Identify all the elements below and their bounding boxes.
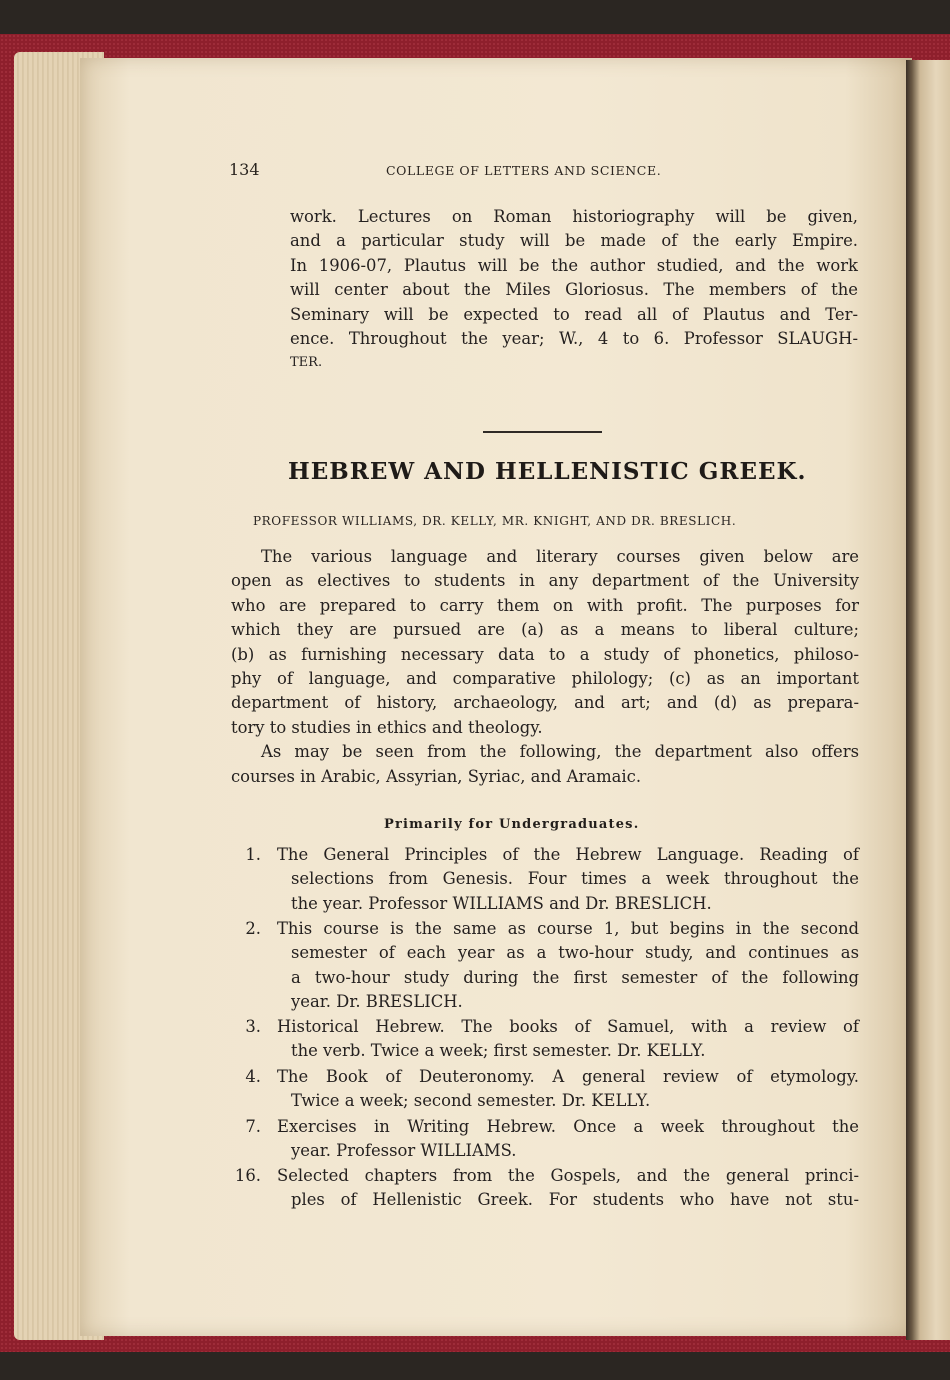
course-line: ples of Hellenistic Greek. For students who have not stu-	[291, 1190, 859, 1210]
offers-line: As may be seen from the following, the department also offers	[261, 742, 859, 762]
description-line: phy of language, and comparative philology; (c) as an important	[231, 669, 859, 689]
running-title: COLLEGE OF LETTERS AND SCIENCE.	[386, 163, 662, 178]
course-line: The Book of Deuteronomy. A general review of etymology.	[277, 1067, 859, 1086]
description-line: tory to studies in ethics and theology.	[231, 717, 543, 737]
intro-line: will center about the Miles Gloriosus. The members of the	[290, 280, 858, 300]
description-line: which they are pursued are (a) as a means to liberal culture;	[231, 620, 859, 640]
course-line: Exercises in Writing Hebrew. Once a week throughout the	[277, 1117, 859, 1136]
course-description	[277, 1164, 859, 1213]
intro-line: Seminary will be expected to read all of Plautus and Ter-	[290, 304, 858, 324]
intro-line: work. Lectures on Roman historiography will be given,	[290, 207, 858, 226]
intro-paragraph	[290, 205, 858, 376]
course-description	[277, 843, 859, 916]
course-number: 7.	[245, 1117, 261, 1136]
offers-line: courses in Arabic, Assyrian, Syriac, and Aramaic.	[231, 766, 642, 786]
course-line: a two-hour study during the first semester of the following	[291, 967, 859, 987]
course-line: semester of each year as a two-hour study, and continues as	[291, 943, 859, 963]
course-description	[277, 1015, 859, 1064]
description-line: department of history, archaeology, and art; and (d) as prepara-	[231, 693, 859, 713]
course-line: Twice a week; second semester. Dr. KELLY.	[291, 1091, 651, 1111]
course-number: 1.	[245, 845, 261, 864]
subheading-undergraduates: Primarily for Undergraduates.	[384, 817, 640, 832]
section-heading: HEBREW AND HELLENISTIC GREEK.	[288, 458, 807, 485]
course-number: 2.	[245, 919, 261, 938]
faculty-line: PROFESSOR WILLIAMS, DR. KELLY, MR. KNIGHT, AND DR. BRESLICH.	[253, 514, 737, 528]
course-line: Selected chapters from the Gospels, and the general princi-	[277, 1166, 859, 1185]
description-line: The various language and literary courses given below are	[261, 547, 859, 566]
course-number: 3.	[245, 1017, 261, 1036]
course-line: year. Professor WILLIAMS.	[291, 1141, 517, 1161]
description-line: open as electives to students in any department of the University	[231, 571, 859, 591]
description-line: who are prepared to carry them on with profit. The purposes for	[231, 595, 859, 615]
running-head	[0, 160, 950, 182]
course-number: 16.	[234, 1166, 261, 1185]
course-line: year. Dr. BRESLICH.	[291, 992, 463, 1012]
intro-line: In 1906-07, Plautus will be the author studied, and the work	[290, 255, 858, 275]
course-line: the year. Professor WILLIAMS and Dr. BRESLICH.	[291, 893, 712, 913]
course-description	[277, 917, 859, 1015]
section-divider	[483, 431, 602, 433]
course-line: The General Principles of the Hebrew Language. Reading of	[277, 845, 859, 864]
course-number: 4.	[245, 1067, 261, 1086]
facing-page-gutter	[906, 60, 950, 1340]
course-line: This course is the same as course 1, but begins in the second	[277, 919, 859, 938]
page-number: 134	[229, 160, 260, 179]
course-description	[277, 1065, 859, 1114]
description-paragraph	[231, 545, 859, 789]
course-line: selections from Genesis. Four times a week throughout the	[291, 869, 859, 889]
intro-line: and a particular study will be made of the early Empire.	[290, 231, 858, 251]
intro-line: ence. Throughout the year; W., 4 to 6. Professor SLAUGH-	[290, 329, 858, 349]
course-line: the verb. Twice a week; first semester. Dr. KELLY.	[291, 1041, 706, 1061]
intro-line: TER.	[290, 355, 323, 371]
course-line: Historical Hebrew. The books of Samuel, with a review of	[277, 1017, 859, 1036]
course-description	[277, 1115, 859, 1164]
description-line: (b) as furnishing necessary data to a study of phonetics, philoso-	[231, 644, 859, 664]
